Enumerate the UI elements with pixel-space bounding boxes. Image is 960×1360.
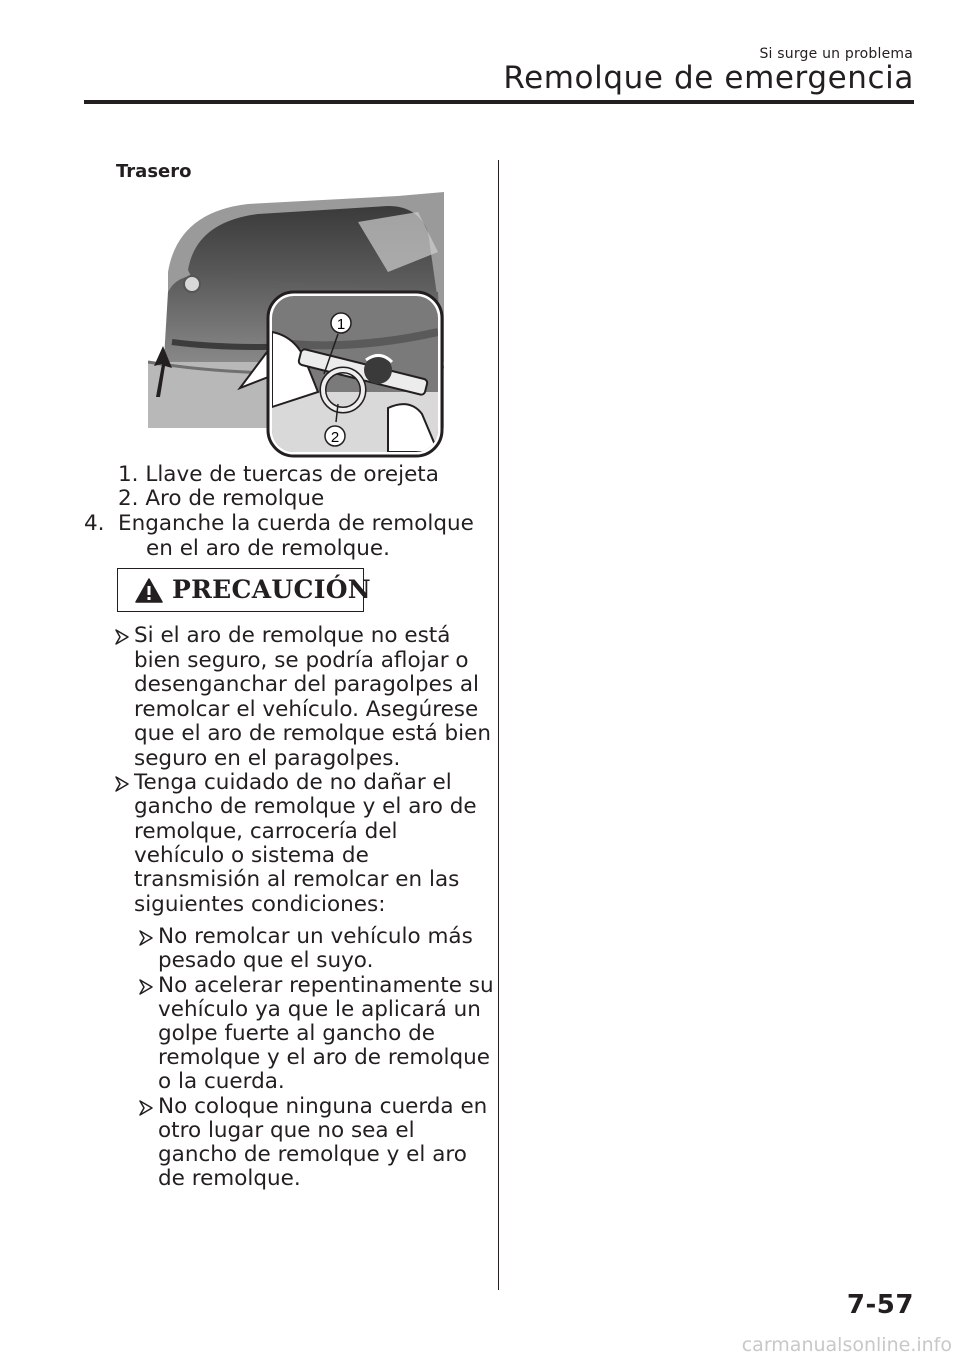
step-number: 4. — [84, 511, 105, 536]
page-title: Remolque de emergencia — [503, 60, 914, 96]
sub-caution-text: vehículo ya que le aplicará un — [158, 997, 481, 1022]
caution-text: que el aro de remolque está bien — [134, 721, 491, 746]
page-number: 7-57 — [846, 1290, 914, 1320]
subheading: Trasero — [116, 161, 192, 182]
caution-text: desenganchar del paragolpes al — [134, 672, 480, 697]
sub-caution-text: de remolque. — [158, 1166, 301, 1191]
rear-tow-hook-illustration — [148, 192, 444, 458]
legend-item: 2. Aro de remolque — [118, 486, 325, 511]
sub-caution-text: golpe fuerte al gancho de — [158, 1021, 435, 1046]
sub-caution-text: otro lugar que no sea el — [158, 1118, 415, 1143]
caution-text: remolque, carrocería del — [134, 819, 398, 844]
sub-caution-text: No acelerar repentinamente su — [158, 973, 494, 998]
caution-text: gancho de remolque y el aro de — [134, 794, 477, 819]
sub-caution-text: gancho de remolque y el aro — [158, 1142, 467, 1167]
caution-text: transmisión al remolcar en las — [134, 867, 460, 892]
callout-1: 1 — [336, 316, 346, 333]
legend-item: 1. Llave de tuercas de orejeta — [118, 462, 439, 487]
callout-2: 2 — [330, 429, 340, 446]
header-section-label: Si surge un problema — [759, 46, 913, 62]
step-text: en el aro de remolque. — [146, 536, 390, 561]
caution-box — [117, 568, 371, 612]
sub-caution-text: No coloque ninguna cuerda en — [158, 1094, 488, 1119]
sub-caution-text: pesado que el suyo. — [158, 948, 374, 973]
caution-text: remolcar el vehículo. Asegúrese — [134, 697, 479, 722]
watermark: carmanualsonline.info — [741, 1334, 952, 1356]
bullet-arrow-icon — [139, 979, 153, 995]
caution-text: Si el aro de remolque no está — [134, 623, 451, 648]
caution-text: seguro en el paragolpes. — [134, 746, 401, 771]
column-divider — [498, 160, 499, 1290]
caution-text: bien seguro, se podría aflojar o — [134, 648, 469, 673]
sub-caution-text: No remolcar un vehículo más — [158, 924, 473, 949]
caution-text: Tenga cuidado de no dañar el — [134, 770, 452, 795]
bullet-arrow-icon — [115, 776, 129, 792]
bullet-arrow-icon — [115, 629, 129, 645]
bullet-arrow-icon — [139, 1100, 153, 1116]
warning-triangle-icon — [135, 578, 163, 603]
step-text: Enganche la cuerda de remolque — [118, 511, 474, 536]
sub-caution-text: remolque y el aro de remolque — [158, 1045, 491, 1070]
sub-caution-text: o la cuerda. — [158, 1069, 285, 1094]
caution-text: siguientes condiciones: — [134, 892, 386, 917]
header-rule — [84, 100, 914, 104]
caution-text: vehículo o sistema de — [134, 843, 369, 868]
bullet-arrow-icon — [139, 930, 153, 946]
caution-label: PRECAUCIÓN — [172, 575, 371, 604]
